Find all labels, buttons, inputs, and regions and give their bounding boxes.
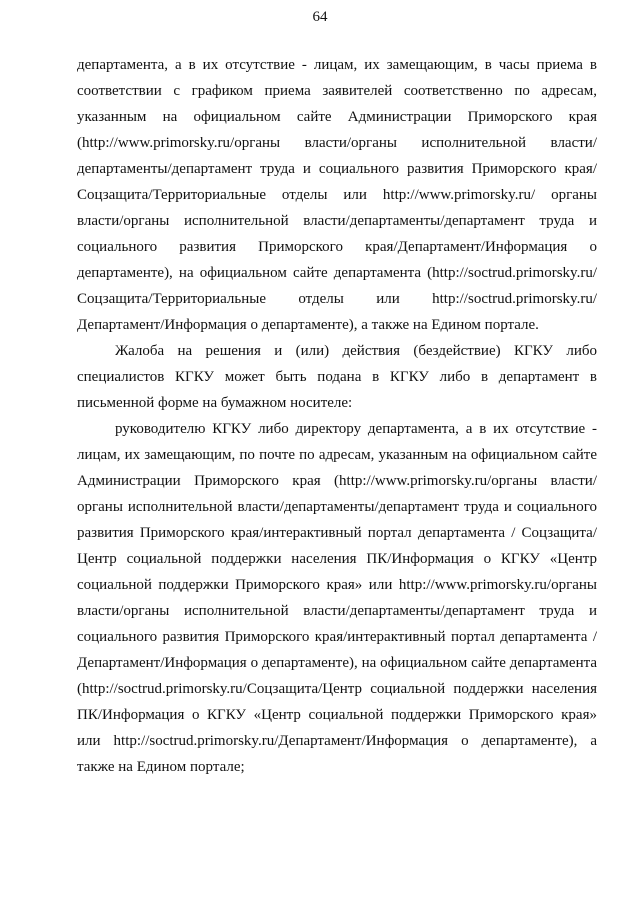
paragraph-continuation: департамента, а в их отсутствие - лицам, их замещающим, в часы приема в соответствии с графиком приема заявителей соответственно по адресам, указанным на официальном сайте Администрации Приморского края (http://www.primorsky.ru/органы власти/органы исполнительной власти/департаменты/департамент труда и социального развития Приморского края/Соцзащита/Территориальные отделы или http://www.primorsky.ru/ органы власти/органы исполнительной власти/департаменты/департамент труда и социального развития Приморского края/Департамент/Информация о департаменте), на официальном сайте департамента (http://soctrud.primorsky.ru/Соцзащита/Территориальные отделы или http://soctrud.primorsky.ru/Департамент/Информация о департаменте), а также на Едином портале.	[77, 57, 597, 333]
paragraph-complaint-recipients: руководителю КГКУ либо директору департамента, а в их отсутствие - лицам, их замещающим, по почте по адресам, указанным на официальном сайте Администрации Приморского края (http://www.primorsky.ru/органы власти/органы исполнительной власти/департаменты/департамент труда и социального развития Приморского края/интерактивный портал департамента / Соцзащита/Центр социальной поддержки населения ПК/Информация о КГКУ «Центр социальной поддержки Приморского края» или http://www.primorsky.ru/органы власти/органы исполнительной власти/департаменты/департамент труда и социального развития Приморского края/интерактивный портал департамента /Департамент/Информация о департаменте), на официальном сайте департамента (http://soctrud.primorsky.ru/Соцзащита/Центр социальной поддержки населения ПК/Информация о КГКУ «Центр социальной поддержки Приморского края» или http://soctrud.primorsky.ru/Департамент/Информация о департаменте), а также на Едином портале;	[77, 421, 597, 775]
paragraph-complaint-submission: Жалоба на решения и (или) действия (бездействие) КГКУ либо специалистов КГКУ может быть подана в КГКУ либо в департамент в письменной форме на бумажном носителе:	[77, 343, 597, 411]
page-number: 64	[312, 9, 328, 25]
document-body	[77, 52, 597, 780]
